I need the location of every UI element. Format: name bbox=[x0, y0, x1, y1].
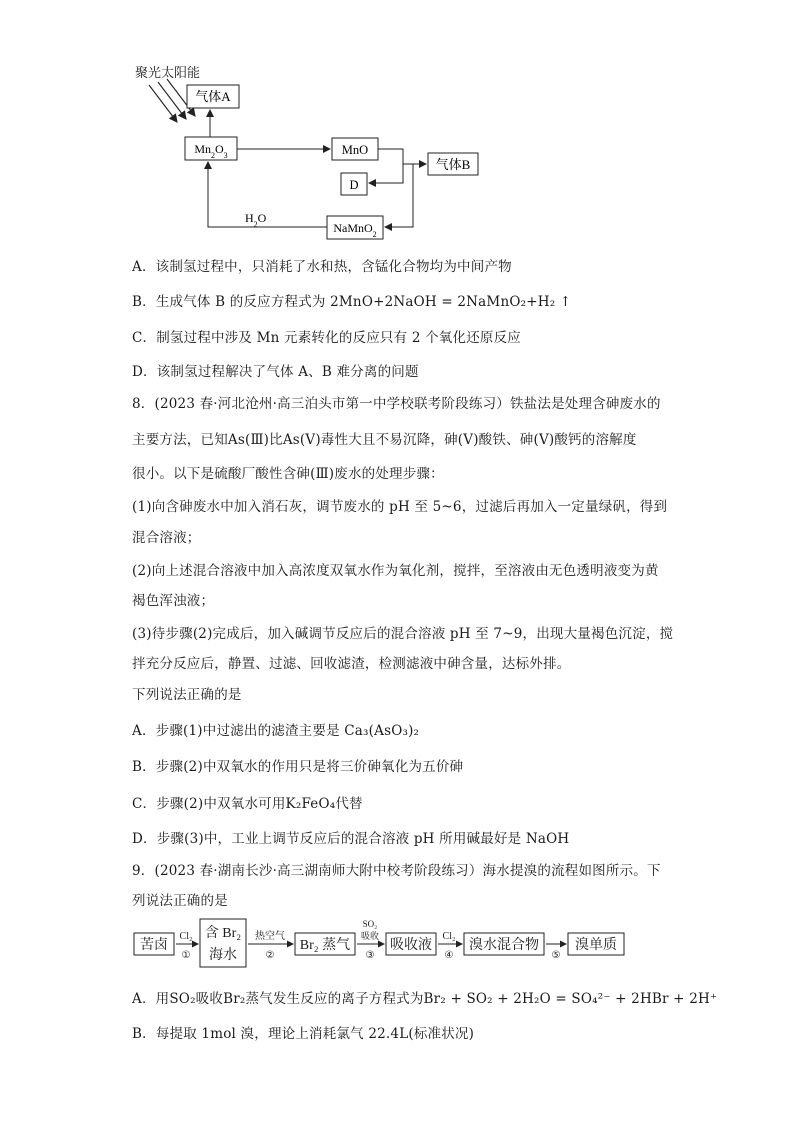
q8-option-d: D．步骤(3)中，工业上调节反应后的混合溶液 pH 所用碱最好是 NaOH bbox=[132, 831, 570, 847]
q8-stem-line-10: 下列说法正确的是 bbox=[132, 687, 242, 703]
q7-option-c: C．制氢过程中涉及 Mn 元素转化的反应只有 2 个氧化还原反应 bbox=[132, 330, 522, 346]
q8-stem-line-9: 拌充分反应后，静置、过滤、回收滤渣，检测滤液中砷含量，达标外排。 bbox=[132, 656, 571, 672]
q8-stem-line-8: (3)待步骤(2)完成后，加入碱调节反应后的混合溶液 pH 至 7~9，出现大量褐色沉淀，搅 bbox=[132, 626, 674, 642]
h2o-label: $H_2O$ bbox=[245, 211, 267, 229]
flow-box-3-label: Br₂ 蒸气 bbox=[299, 938, 351, 953]
d-label: D bbox=[349, 178, 359, 192]
q9-option-b: B．每提取 1mol 溴，理论上消耗氯气 22.4L(标准状况) bbox=[132, 1026, 475, 1042]
q8-option-c: C．步骤(2)中双氧水可用K₂FeO₄代替 bbox=[132, 796, 363, 812]
q7-option-d: D．该制氢过程解决了气体 A、B 难分离的问题 bbox=[132, 364, 419, 380]
q8-option-a: A．步骤(1)中过滤出的滤渣主要是 Ca₃(AsO₃)₂ bbox=[132, 723, 420, 739]
q8-stem-line-5: 混合溶液； bbox=[132, 530, 201, 546]
mn2o3-label: $Mn_2O_3$ bbox=[194, 142, 228, 160]
mno-label: MnO bbox=[341, 143, 369, 157]
q9-stem-line-1: 9．(2023 春·湖南长沙·高三湖南师大附中校考阶段练习）海水提溴的流程如图所示。下 bbox=[132, 863, 661, 879]
q9-stem-line-2: 列说法正确的是 bbox=[132, 893, 228, 909]
q8-option-b: B．步骤(2)中双氧水的作用只是将三价砷氧化为五价砷 bbox=[132, 759, 464, 775]
sun-label: 聚光太阳能 bbox=[135, 65, 201, 80]
bromine-extraction-flow bbox=[130, 915, 670, 971]
flow-box-1-label: 苦卤 bbox=[140, 938, 168, 953]
gas-b-label: 气体B bbox=[435, 157, 471, 172]
manganese-cycle-diagram bbox=[125, 60, 485, 245]
flow-arrow-3-num: ③ bbox=[365, 950, 375, 961]
flow-box-2-line-2: 海水 bbox=[209, 948, 237, 963]
q9-option-a: A．用SO₂吸收Br₂蒸气发生反应的离子方程式为Br₂ + SO₂ + 2H₂O = SO₄²⁻ + 2HBr + 2H⁺ bbox=[132, 991, 718, 1007]
q8-stem-line-3: 很小。以下是硫酸厂酸性含砷(Ⅲ)废水的处理步骤： bbox=[132, 466, 444, 482]
q8-stem-line-2: 主要方法，已知As(Ⅲ)比As(Ⅴ)毒性大且不易沉降，砷(Ⅴ)酸铁、砷(Ⅴ)酸钙的溶解度 bbox=[132, 432, 637, 448]
flow-box-2-line-1: 含 Br₂ bbox=[204, 926, 242, 941]
flow-arrow-1-top: Cl₂ bbox=[179, 931, 193, 942]
flow-arrow-1-num: ① bbox=[181, 950, 191, 961]
flow-arrow-4-num: ④ bbox=[444, 950, 454, 961]
flow-arrow-2-num: ② bbox=[265, 950, 275, 961]
flow-arrow-5-num: ⑤ bbox=[551, 950, 561, 961]
flow-arrow-3-top-2: 吸收 bbox=[360, 931, 380, 941]
flow-arrow-3-top-1: SO₂ bbox=[362, 919, 378, 929]
q8-stem-line-6: (2)向上述混合溶液中加入高浓度双氧水作为氧化剂，搅拌，至溶液由无色透明液变为黄 bbox=[132, 563, 659, 579]
flow-arrow-2-top: 热空气 bbox=[255, 931, 285, 942]
namno2-label: NaMnO$_2$ bbox=[333, 221, 377, 239]
q8-stem-line-4: (1)向含砷废水中加入消石灰，调节废水的 pH 至 5~6，过滤后再加入一定量绿矾，得到 bbox=[132, 499, 668, 515]
q8-stem-line-7: 褐色浑浊液； bbox=[132, 593, 215, 609]
gas-a-label: 气体A bbox=[195, 89, 231, 104]
flow-box-4-label: 吸收液 bbox=[390, 938, 432, 953]
flow-arrow-4-top: Cl₂ bbox=[442, 931, 456, 942]
flow-box-6-label: 溴单质 bbox=[575, 938, 617, 953]
q7-option-a: A．该制氢过程中，只消耗了水和热，含锰化合物均为中间产物 bbox=[132, 259, 512, 275]
q8-stem-line-1: 8．(2023 春·河北沧州·高三泊头市第一中学校联考阶段练习）铁盐法是处理含砷废水的 bbox=[132, 396, 661, 412]
flow-box-5-label: 溴水混合物 bbox=[469, 938, 539, 953]
q7-option-b: B．生成气体 B 的反应方程式为 2MnO+2NaOH = 2NaMnO₂+H₂ ↑ bbox=[132, 294, 572, 310]
